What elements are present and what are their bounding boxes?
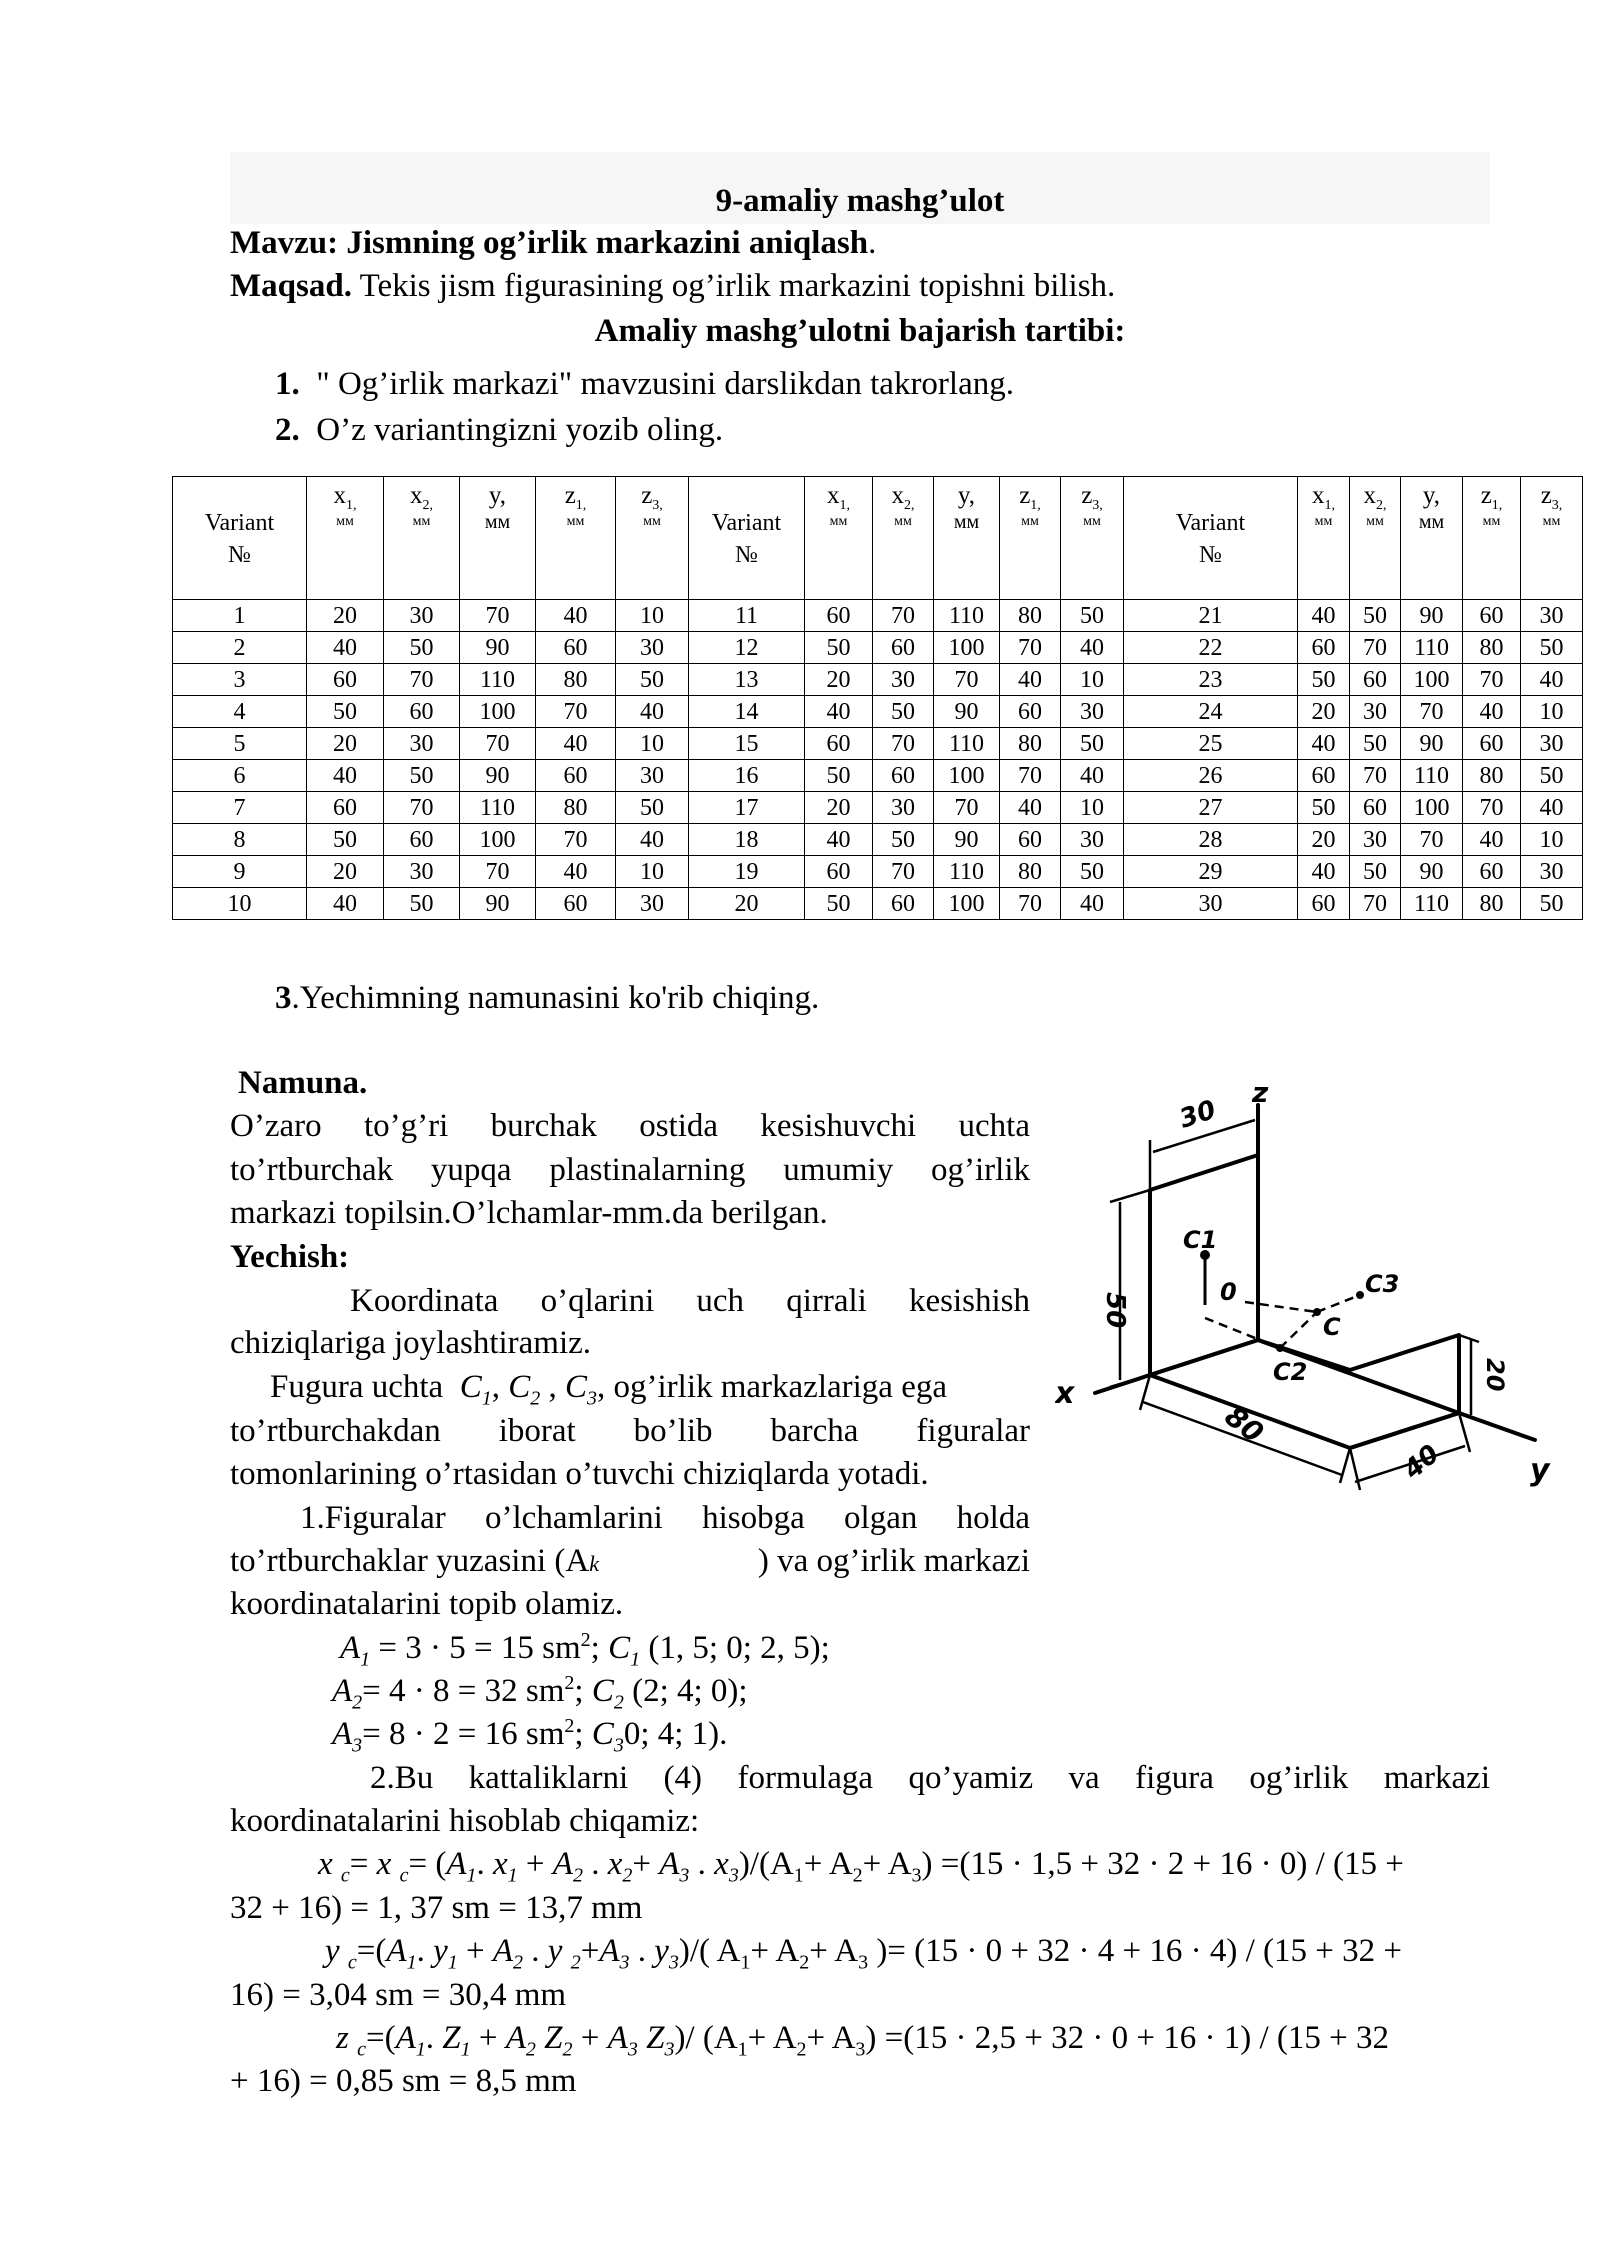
value-cell: 60 (873, 888, 934, 920)
value-cell: 40 (1000, 664, 1061, 696)
procedure-title: Amaliy mashg’ulotni bajarish tartibi: (594, 313, 1126, 349)
value-cell: 70 (1000, 760, 1061, 792)
step-1-num: 1. (275, 366, 300, 402)
value-cell: 60 (1000, 696, 1061, 728)
dim-50-label: 50 (1100, 1292, 1130, 1329)
dim-20-label: 20 (1481, 1358, 1509, 1392)
value-cell: 60 (1463, 856, 1521, 888)
value-cell: 10 (616, 728, 689, 760)
topic-text: Jismning og’irlik markazini aniqlash (346, 225, 869, 261)
value-cell: 30 (873, 664, 934, 696)
problem-line-1: O’zaro to’g’ri burchak ostida kesishuvchi uchta (230, 1108, 1030, 1144)
variant-number-cell: 5 (173, 728, 307, 760)
column-header-cell: $x_{2,}$ мм (873, 477, 934, 600)
value-cell: 70 (536, 824, 616, 856)
value-cell: 40 (536, 856, 616, 888)
variant-number-cell: 29 (1124, 856, 1298, 888)
variant-header-cell: Variant № (1124, 477, 1298, 600)
c2-label: C2 (1273, 1358, 1308, 1386)
origin-label: 0 (1220, 1278, 1237, 1306)
column-header-cell: $x_{1,}$ мм (1298, 477, 1350, 600)
column-header-cell: y, мм (934, 477, 1000, 600)
area-2-value: = 4 · 8 = 32 sm (362, 1673, 565, 1709)
step-2-text: O’z variantingizni yozib oling. (316, 412, 724, 448)
solution-title: Yechish: (230, 1239, 350, 1275)
column-header-cell: y, мм (460, 477, 536, 600)
topic-label: Mavzu: (230, 225, 339, 261)
value-cell: 50 (616, 664, 689, 696)
goal-line (230, 265, 1115, 307)
zc-formula: z $_c=(A_1$. $Z_1 + A_2$ $Z_2 + A_3$ $Z_3)/$ $(A_1+ A_2+ A_3) =(15 \cdot 2,5 + 32 \cdot 0 + 16 \cdot 1) / (15 + 32$ (336, 2020, 1389, 2061)
value-cell: 40 (805, 824, 873, 856)
value-cell: 50 (384, 888, 460, 920)
column-header-cell: $x_{1,}$ мм (805, 477, 873, 600)
solution-line-1: Koordinata o’qlarini uch qirrali kesishish (350, 1283, 1030, 1319)
solution-line-6: 1.Figuralar o’lchamlarini hisobga olgan holda (300, 1500, 1030, 1536)
value-cell: 110 (1401, 888, 1463, 920)
value-cell: 40 (536, 728, 616, 760)
centroid-dash-3 (1317, 1295, 1360, 1312)
variant-number-cell: 10 (173, 888, 307, 920)
table-row (173, 728, 1583, 760)
column-header-cell: $x_{1,}$ мм (307, 477, 384, 600)
value-cell: 40 (616, 696, 689, 728)
yc-tail: )= (15 · 0 + 32 · 4 + 16 · 4) / (15 + 32 + (876, 1933, 1402, 1969)
value-cell: 30 (1521, 856, 1583, 888)
value-cell: 10 (1521, 824, 1583, 856)
value-cell: 60 (805, 728, 873, 760)
dim-80-label: 80 (1218, 1399, 1270, 1450)
value-cell: 80 (536, 792, 616, 824)
value-cell: 110 (460, 792, 536, 824)
value-cell: 70 (384, 792, 460, 824)
value-cell: 90 (460, 632, 536, 664)
column-header-cell: $x_{2,}$ мм (384, 477, 460, 600)
value-cell: 50 (805, 632, 873, 664)
value-cell: 40 (1061, 760, 1124, 792)
value-cell: 80 (536, 664, 616, 696)
value-cell: 30 (1061, 696, 1124, 728)
value-cell: 40 (805, 696, 873, 728)
value-cell: 70 (873, 728, 934, 760)
value-cell: 40 (307, 760, 384, 792)
value-cell: 60 (1000, 824, 1061, 856)
value-cell: 50 (384, 632, 460, 664)
variant-number-cell: 4 (173, 696, 307, 728)
value-cell: 10 (1521, 696, 1583, 728)
problem-line-3: markazi topilsin.O’lchamlar-mm.da berilgan. (230, 1195, 828, 1231)
z-axis-label: z (1252, 1080, 1269, 1109)
x-axis-label: x (1055, 1376, 1075, 1411)
column-header-cell: $z_{3,}$ мм (1061, 477, 1124, 600)
table-row (173, 600, 1583, 632)
value-cell: 60 (307, 792, 384, 824)
variant-number-cell: 27 (1124, 792, 1298, 824)
value-cell: 100 (934, 632, 1000, 664)
table-row (173, 664, 1583, 696)
dim-30-label: 30 (1175, 1094, 1220, 1135)
zc-tail: ) =(15 · 2,5 + 32 · 0 + 16 · 1) / (15 + 32 (865, 2020, 1389, 2056)
centroid-1: (1, 5; 0; 2, 5); (648, 1630, 830, 1666)
step-1 (275, 363, 1014, 405)
value-cell: 50 (1061, 600, 1124, 632)
zc-result: + 16) = 0,85 sm = 8,5 mm (230, 2063, 577, 2099)
value-cell: 40 (307, 888, 384, 920)
formula-intro-1: 2.Bu kattaliklarni (4) formulaga qo’yamiz va figura og’irlik markazi (370, 1760, 1490, 1796)
variant-number-cell: 24 (1124, 696, 1298, 728)
step-2 (275, 409, 723, 451)
table-row (173, 856, 1583, 888)
variant-number-cell: 6 (173, 760, 307, 792)
variant-number-cell: 11 (689, 600, 805, 632)
variant-number-cell: 9 (173, 856, 307, 888)
centroid-c3-dot (1356, 1291, 1364, 1299)
value-cell: 40 (616, 824, 689, 856)
centroids-text: og’irlik markazlariga ega (613, 1369, 947, 1405)
value-cell: 20 (307, 600, 384, 632)
variant-number-cell: 7 (173, 792, 307, 824)
step-1-text: " Og’irlik markazi" mavzusini darslikdan takrorlang. (316, 366, 1014, 402)
value-cell: 50 (1061, 856, 1124, 888)
value-cell: 10 (1061, 792, 1124, 824)
value-cell: 60 (536, 888, 616, 920)
value-cell: 50 (805, 760, 873, 792)
area-3-value: = 8 · 2 = 16 sm (362, 1716, 565, 1752)
value-cell: 50 (873, 824, 934, 856)
plates-figure (1055, 1080, 1555, 1540)
value-cell: 30 (873, 792, 934, 824)
value-cell: 100 (460, 824, 536, 856)
value-cell: 70 (1000, 632, 1061, 664)
area-2: $A_2= 4 \cdot 8 = 32$ $sm^2$; $C_2$ (2; 4; 0); (332, 1672, 748, 1714)
value-cell: 110 (460, 664, 536, 696)
value-cell: 80 (1463, 632, 1521, 664)
variant-number-cell: 23 (1124, 664, 1298, 696)
variant-number-cell: 12 (689, 632, 805, 664)
solution-line-5: tomonlarining o’rtasidan o’tuvchi chiziqlarda yotadi. (230, 1456, 929, 1492)
c3-label: C3 (1365, 1270, 1400, 1298)
yc-result: 16) = 3,04 sm = 30,4 mm (230, 1977, 567, 2013)
variant-number-cell: 17 (689, 792, 805, 824)
value-cell: 70 (1463, 792, 1521, 824)
value-cell: 20 (307, 728, 384, 760)
xc-tail: =(15 · 1,5 + 32 · 2 + 16 · 0) / (15 + (940, 1846, 1404, 1882)
variant-header-cell: Variant № (689, 477, 805, 600)
table-row (173, 696, 1583, 728)
value-cell: 100 (1401, 792, 1463, 824)
value-cell: 40 (1298, 856, 1350, 888)
xc-result: 32 + 16) = 1, 37 sm = 13,7 mm (230, 1890, 643, 1926)
value-cell: 10 (616, 856, 689, 888)
table-row (173, 888, 1583, 920)
centroid-3: 0; 4; 1). (623, 1716, 728, 1752)
sample-title: Namuna. (238, 1065, 368, 1101)
value-cell: 50 (1350, 856, 1401, 888)
variant-number-cell: 8 (173, 824, 307, 856)
centroid-dash-4 (1280, 1312, 1317, 1348)
value-cell: 60 (805, 856, 873, 888)
value-cell: 50 (384, 760, 460, 792)
table-row (173, 824, 1583, 856)
value-cell: 30 (1521, 728, 1583, 760)
value-cell: 20 (1298, 696, 1350, 728)
table-row (173, 760, 1583, 792)
value-cell: 50 (307, 696, 384, 728)
value-cell: 70 (1401, 696, 1463, 728)
goal-text: Tekis jism figurasining og’irlik markazini topishni bilish. (359, 268, 1116, 304)
area-text-b: ) va og’irlik markazi (757, 1543, 1030, 1579)
value-cell: 100 (460, 696, 536, 728)
value-cell: 60 (1350, 664, 1401, 696)
variant-number-cell: 14 (689, 696, 805, 728)
value-cell: 60 (1463, 728, 1521, 760)
value-cell: 80 (1000, 728, 1061, 760)
solution-line-4: to’rtburchakdan iborat bo’lib barcha figuralar (230, 1413, 1030, 1449)
value-cell: 110 (934, 856, 1000, 888)
problem-line-2: to’rtburchak yupqa plastinalarning umumiy og’irlik (230, 1152, 1030, 1188)
formula-intro-2: koordinatalarini hisoblab chiqamiz: (230, 1803, 700, 1839)
value-cell: 110 (934, 728, 1000, 760)
value-cell: 30 (1350, 696, 1401, 728)
value-cell: 60 (805, 600, 873, 632)
value-cell: 40 (1000, 792, 1061, 824)
centroid-dash-2 (1245, 1302, 1317, 1312)
value-cell: 50 (1521, 632, 1583, 664)
value-cell: 30 (616, 760, 689, 792)
variant-number-cell: 19 (689, 856, 805, 888)
variant-number-cell: 28 (1124, 824, 1298, 856)
value-cell: 30 (616, 888, 689, 920)
variant-header-cell: Variant № (173, 477, 307, 600)
value-cell: 80 (1463, 760, 1521, 792)
value-cell: 60 (536, 632, 616, 664)
value-cell: 10 (1061, 664, 1124, 696)
value-cell: 50 (1298, 664, 1350, 696)
variant-number-cell: 1 (173, 600, 307, 632)
value-cell: 90 (1401, 728, 1463, 760)
column-header-cell: $z_{1,}$ мм (1000, 477, 1061, 600)
value-cell: 90 (934, 696, 1000, 728)
value-cell: 50 (1521, 888, 1583, 920)
value-cell: 80 (1463, 888, 1521, 920)
variant-table (172, 476, 1583, 920)
value-cell: 40 (536, 600, 616, 632)
value-cell: 70 (873, 856, 934, 888)
area-1: $A_1 = 3 \cdot 5 = 15$ $sm^2$; $C_1$ (1, 5; 0; 2, 5); (340, 1629, 830, 1671)
value-cell: 60 (1298, 632, 1350, 664)
value-cell: 40 (1463, 696, 1521, 728)
dim-40-label: 40 (1398, 1439, 1446, 1486)
value-cell: 70 (460, 728, 536, 760)
value-cell: 70 (536, 696, 616, 728)
centroid-c-dot (1313, 1308, 1321, 1316)
value-cell: 30 (1521, 600, 1583, 632)
value-cell: 70 (1401, 824, 1463, 856)
value-cell: 50 (805, 888, 873, 920)
value-cell: 60 (307, 664, 384, 696)
value-cell: 70 (934, 664, 1000, 696)
value-cell: 80 (1000, 600, 1061, 632)
column-header-cell: $z_{3,}$ мм (1521, 477, 1583, 600)
value-cell: 70 (873, 600, 934, 632)
column-header-cell: $z_{3,}$ мм (616, 477, 689, 600)
variant-number-cell: 21 (1124, 600, 1298, 632)
table-row (173, 632, 1583, 664)
variant-number-cell: 30 (1124, 888, 1298, 920)
centroids-intro: Fugura uchta (270, 1369, 444, 1405)
solution-line-2: chiziqlariga joylashtiramiz. (230, 1325, 592, 1361)
y-axis (1459, 1413, 1535, 1440)
variant-number-cell: 20 (689, 888, 805, 920)
centroid-c2-dot (1276, 1344, 1284, 1352)
value-cell: 60 (1298, 888, 1350, 920)
variant-number-cell: 16 (689, 760, 805, 792)
xc-formula: x $_c$= x $_c= (A_1$. $x_1 + A_2$ . $x_2+ A_3$ . $x_3)/(A_1+ A_2+ A_3) =(15 \cdot 1,5 + 32 \cdot 2 + 16 \cdot 0) / (15$ + (318, 1846, 1404, 1887)
y-axis-label: y (1530, 1453, 1550, 1488)
page-title: 9-amaliy mashg’ulot (715, 183, 1005, 219)
value-cell: 70 (1350, 888, 1401, 920)
area-3: $A_3= 8 \cdot 2 = 16$ $sm^2$; $C_30$; 4; 1). (332, 1715, 728, 1757)
value-cell: 40 (307, 632, 384, 664)
value-cell: 50 (873, 696, 934, 728)
value-cell: 100 (934, 760, 1000, 792)
value-cell: 30 (1350, 824, 1401, 856)
value-cell: 50 (1350, 600, 1401, 632)
column-header-cell: $x_{2,}$ мм (1350, 477, 1401, 600)
variant-number-cell: 15 (689, 728, 805, 760)
variant-number-cell: 18 (689, 824, 805, 856)
table-header-row (173, 477, 1583, 600)
variant-number-cell: 26 (1124, 760, 1298, 792)
column-header-cell: y, мм (1401, 477, 1463, 600)
value-cell: 60 (1463, 600, 1521, 632)
value-cell: 70 (1350, 760, 1401, 792)
value-cell: 30 (384, 728, 460, 760)
topic-line: Mavzu: Jismning og’irlik markazini aniqlash. (230, 225, 877, 261)
step-3-text: .Yechimning namunasini ko'rib chiqing. (291, 980, 820, 1016)
value-cell: 90 (460, 760, 536, 792)
value-cell: 110 (934, 600, 1000, 632)
centroid-2: (2; 4; 0); (632, 1673, 748, 1709)
value-cell: 110 (1401, 760, 1463, 792)
value-cell: 20 (1298, 824, 1350, 856)
solution-line-8: koordinatalarini topib olamiz. (230, 1586, 624, 1622)
value-cell: 20 (307, 856, 384, 888)
value-cell: 70 (460, 856, 536, 888)
value-cell: 60 (1350, 792, 1401, 824)
value-cell: 100 (1401, 664, 1463, 696)
value-cell: 40 (1521, 792, 1583, 824)
variant-number-cell: 22 (1124, 632, 1298, 664)
solution-line-7: to’rtburchaklar yuzasini (Ak ) va og’irlik markazi (230, 1540, 1030, 1585)
value-cell: 20 (805, 792, 873, 824)
value-cell: 40 (1061, 888, 1124, 920)
value-cell: 20 (805, 664, 873, 696)
value-cell: 70 (1000, 888, 1061, 920)
value-cell: 50 (1521, 760, 1583, 792)
table-row (173, 792, 1583, 824)
value-cell: 60 (873, 760, 934, 792)
column-header-cell: $z_{1,}$ мм (1463, 477, 1521, 600)
c-label: C (1323, 1313, 1341, 1341)
value-cell: 90 (934, 824, 1000, 856)
value-cell: 110 (1401, 632, 1463, 664)
value-cell: 40 (1521, 664, 1583, 696)
value-cell: 50 (1061, 728, 1124, 760)
area-text-a: to’rtburchaklar yuzasini (A (230, 1543, 590, 1579)
value-cell: 40 (1298, 728, 1350, 760)
solution-line-3: Fugura uchta $C_1$, $C_2$ , $C_3$, og’irlik markazlariga ega (270, 1369, 947, 1410)
value-cell: 90 (1401, 600, 1463, 632)
value-cell: 70 (1463, 664, 1521, 696)
value-cell: 70 (1350, 632, 1401, 664)
value-cell: 100 (934, 888, 1000, 920)
value-cell: 70 (384, 664, 460, 696)
value-cell: 50 (1350, 728, 1401, 760)
value-cell: 80 (1000, 856, 1061, 888)
value-cell: 90 (1401, 856, 1463, 888)
value-cell: 30 (384, 600, 460, 632)
step-3-num: 3 (275, 980, 292, 1016)
variant-number-cell: 2 (173, 632, 307, 664)
value-cell: 30 (616, 632, 689, 664)
value-cell: 30 (384, 856, 460, 888)
area-1-value: = 3 · 5 = 15 sm (378, 1630, 581, 1666)
value-cell: 40 (1463, 824, 1521, 856)
value-cell: 50 (307, 824, 384, 856)
value-cell: 50 (1298, 792, 1350, 824)
value-cell: 70 (934, 792, 1000, 824)
c1-label: C1 (1183, 1226, 1218, 1254)
column-header-cell: $z_{1,}$ мм (536, 477, 616, 600)
value-cell: 60 (384, 824, 460, 856)
value-cell: 70 (460, 600, 536, 632)
variant-number-cell: 25 (1124, 728, 1298, 760)
step-2-num: 2. (275, 412, 300, 448)
variant-number-cell: 3 (173, 664, 307, 696)
value-cell: 60 (384, 696, 460, 728)
value-cell: 60 (536, 760, 616, 792)
value-cell: 40 (1298, 600, 1350, 632)
value-cell: 50 (616, 792, 689, 824)
value-cell: 60 (1298, 760, 1350, 792)
value-cell: 10 (616, 600, 689, 632)
value-cell: 90 (460, 888, 536, 920)
value-cell: 40 (1061, 632, 1124, 664)
goal-label: Maqsad. (230, 268, 352, 304)
yc-formula: y $_c=(A_1$. $y_1 + A_2$ . y $_2+A_3$ . $y_3)/$( $A_1+ A_2+ A_3$ )= (15 · 0 + 32 · 4 + 16 · 4) / (15 + 32 + (325, 1933, 1402, 1974)
value-cell: 30 (1061, 824, 1124, 856)
value-cell: 60 (873, 632, 934, 664)
variant-number-cell: 13 (689, 664, 805, 696)
step-3 (275, 977, 819, 1019)
